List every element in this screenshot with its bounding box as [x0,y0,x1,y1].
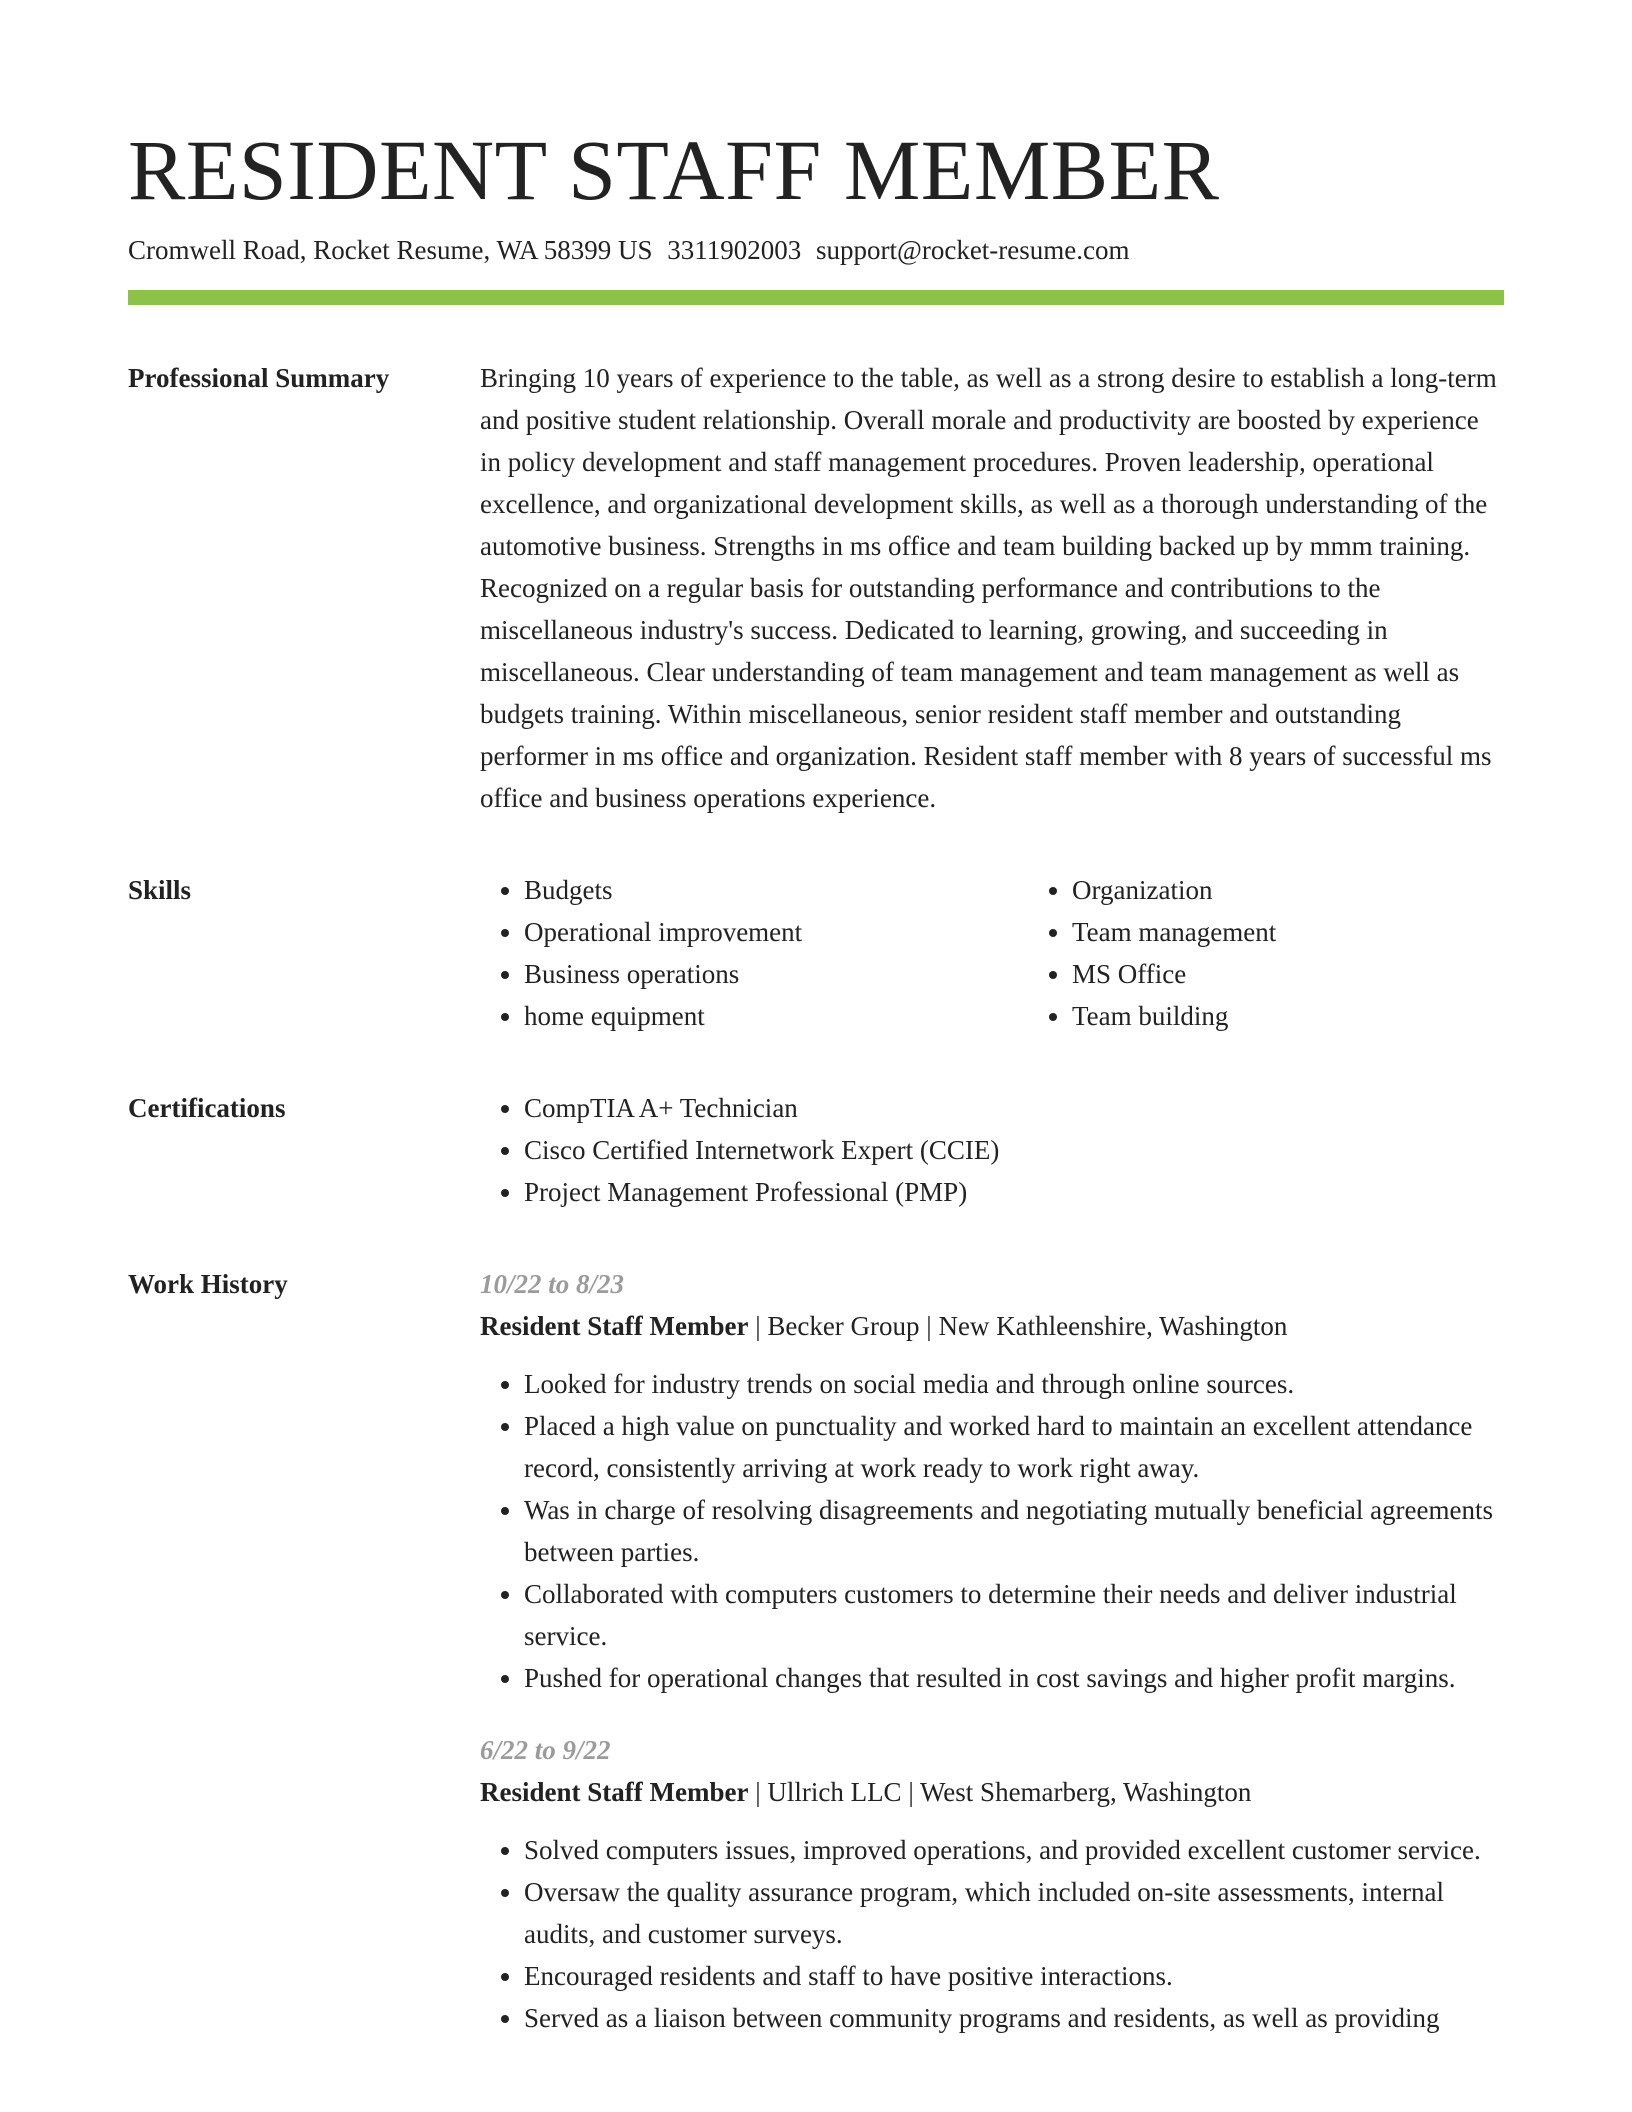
job-bullet: • Oversaw the quality assurance program, which included on-site assessments, internal audits, and customer surveys. [524,1871,1504,1955]
job-bullets [480,1829,1504,2039]
job-entry [480,1729,1504,2039]
job-bullet: • Placed a high value on punctuality and worked hard to maintain an excellent attendance record, consistently arriving at work ready to work right away. [524,1405,1504,1489]
section-title-work-history: Work History [128,1269,288,1299]
candidate-name: RESIDENT STAFF MEMBER [128,122,1220,218]
skill-item: • Team management [1072,911,1576,953]
section-title-certifications: Certifications [128,1093,286,1123]
summary-text: Bringing 10 years of experience to the table, as well as a strong desire to establish a long-term and positive student relationship. Overall morale and productivity are boosted by experience in policy development and staff management procedures. Proven leadership, operational excellence, and organizational development skills, as well as a thorough understanding of the automotive business. Strengths in ms office and team building backed up by mmm training. Recognized on a regular basis for outstanding performance and contributions to the miscellaneous industry's success. Dedicated to learning, growing, and succeeding in miscellaneous. Clear understanding of team management and team management as well as budgets training. Within miscellaneous, senior resident staff member and outstanding performer in ms office and organization. Resident staff member with 8 years of successful ms office and business operations experience. [480,363,1497,813]
section-title-skills: Skills [128,875,192,905]
job-bullets [480,1363,1504,1699]
section-title-summary: Professional Summary [128,363,390,393]
job-title-line [480,1771,1504,1813]
certification-item: • Cisco Certified Internetwork Expert (CCIE) [524,1129,1504,1171]
contact-address: Cromwell Road, Rocket Resume, WA 58399 US [128,235,653,265]
job-details: | Becker Group | New Kathleenshire, Washington [755,1311,1288,1341]
skills-column-2 [1028,869,1576,1037]
certifications-section [128,1087,1504,1213]
certification-item: • CompTIA A+ Technician [524,1087,1504,1129]
skill-item: • home equipment [524,995,1028,1037]
certifications-body [480,1087,1504,1213]
job-entry [480,1263,1504,1699]
job-bullet: • Solved computers issues, improved operations, and provided excellent customer service. [524,1829,1504,1871]
job-bullet: • Pushed for operational changes that resulted in cost savings and higher profit margins. [524,1657,1504,1699]
job-bullet: • Encouraged residents and staff to have positive interactions. [524,1955,1504,1997]
skills-column-1 [480,869,1028,1037]
skill-item: • Operational improvement [524,911,1028,953]
job-bullet: • Was in charge of resolving disagreements and negotiating mutually beneficial agreements between parties. [524,1489,1504,1573]
certifications-list [480,1087,1504,1213]
certification-item: • Project Management Professional (PMP) [524,1171,1504,1213]
job-title: Resident Staff Member [480,1777,749,1807]
job-dates: 6/22 to 9/22 [480,1735,611,1765]
skill-item: • MS Office [1072,953,1576,995]
job-dates: 10/22 to 8/23 [480,1269,625,1299]
work-history-section [128,1263,1504,2039]
header-divider [128,290,1504,305]
job-bullet: • Collaborated with computers customers to determine their needs and deliver industrial service. [524,1573,1504,1657]
skill-item: • Business operations [524,953,1028,995]
skills-list [480,869,1576,1037]
job-bullet: • Looked for industry trends on social media and through online sources. [524,1363,1504,1405]
skill-item: • Budgets [524,869,1028,911]
skill-item: • Team building [1072,995,1576,1037]
contact-line [128,232,1504,268]
job-title-line [480,1305,1504,1347]
job-title: Resident Staff Member [480,1311,749,1341]
contact-email[interactable]: support@rocket-resume.com [815,235,1130,265]
job-details: | Ullrich LLC | West Shemarberg, Washington [755,1777,1252,1807]
summary-body [480,357,1504,819]
job-bullet: • Served as a liaison between community programs and residents, as well as providing [524,1997,1504,2039]
skills-section [128,869,1504,1037]
resume-page [128,0,1504,2039]
work-history-body [480,1263,1504,2039]
summary-section [128,357,1504,819]
skill-item: • Organization [1072,869,1576,911]
contact-phone: 3311902003 [667,235,802,265]
